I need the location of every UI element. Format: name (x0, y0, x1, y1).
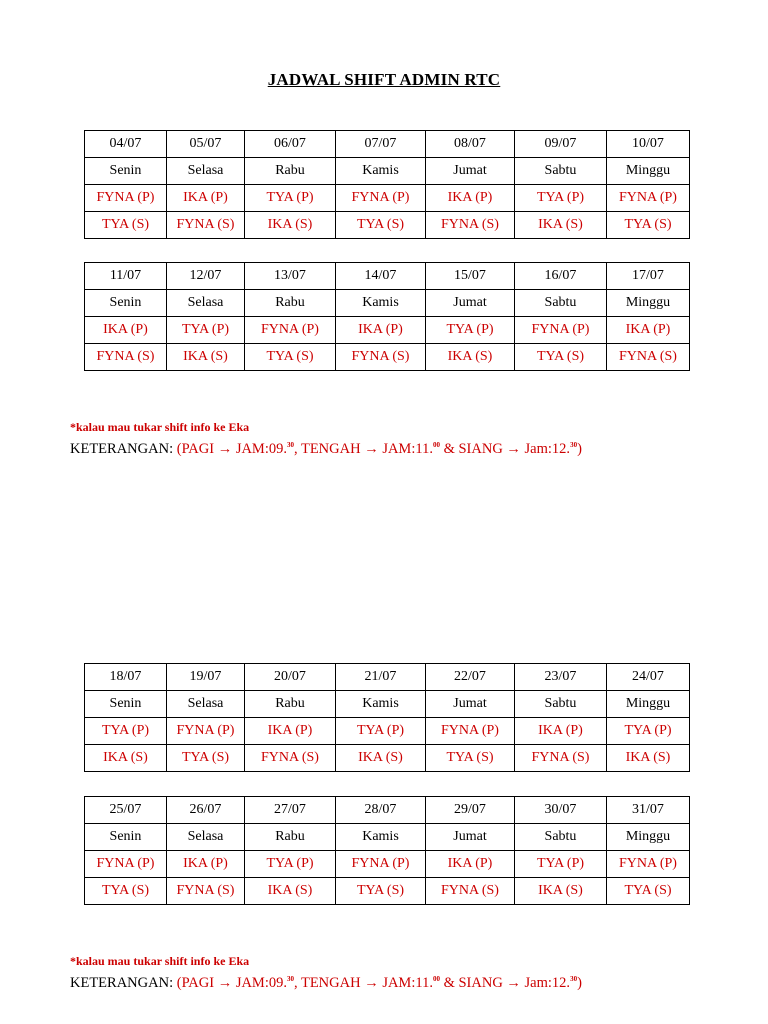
pagi-shift-cell: FYNA (P) (85, 185, 167, 212)
keterangan-line (70, 441, 582, 458)
siang-row (85, 344, 690, 371)
siang-shift-cell: IKA (S) (167, 344, 245, 371)
day-cell: Minggu (607, 824, 690, 851)
day-cell: Minggu (607, 691, 690, 718)
day-cell: Jumat (426, 290, 515, 317)
siang-row (85, 212, 690, 239)
schedule-table-week-4 (84, 796, 690, 905)
date-cell: 20/07 (245, 664, 336, 691)
day-cell: Selasa (167, 290, 245, 317)
siang-shift-cell: TYA (S) (85, 212, 167, 239)
date-cell: 19/07 (167, 664, 245, 691)
date-cell: 24/07 (607, 664, 690, 691)
days-row (85, 691, 690, 718)
date-cell: 30/07 (515, 797, 607, 824)
pagi-shift-cell: IKA (P) (607, 317, 690, 344)
day-cell: Rabu (245, 158, 336, 185)
pagi-shift-cell: TYA (P) (515, 851, 607, 878)
swap-shift-note: *kalau mau tukar shift info ke Eka (70, 954, 250, 968)
date-cell: 15/07 (426, 263, 515, 290)
pagi-row (85, 185, 690, 212)
date-cell: 27/07 (245, 797, 336, 824)
pagi-shift-cell: FYNA (P) (336, 185, 426, 212)
pagi-shift-cell: IKA (P) (167, 185, 245, 212)
date-cell: 05/07 (167, 131, 245, 158)
day-cell: Jumat (426, 824, 515, 851)
schedule-table-week-3 (84, 663, 690, 772)
pagi-shift-cell: TYA (P) (167, 317, 245, 344)
date-cell: 17/07 (607, 263, 690, 290)
days-row (85, 290, 690, 317)
date-cell: 18/07 (85, 664, 167, 691)
siang-shift-cell: TYA (S) (607, 878, 690, 905)
siang-shift-cell: FYNA (S) (167, 212, 245, 239)
keterangan-label: KETERANGAN: (70, 441, 177, 457)
day-cell: Minggu (607, 158, 690, 185)
date-cell: 21/07 (336, 664, 426, 691)
siang-shift-cell: FYNA (S) (167, 878, 245, 905)
pagi-shift-cell: IKA (P) (515, 718, 607, 745)
pagi-shift-cell: IKA (P) (85, 317, 167, 344)
day-cell: Rabu (245, 290, 336, 317)
day-cell: Senin (85, 158, 167, 185)
date-cell: 14/07 (336, 263, 426, 290)
pagi-row (85, 851, 690, 878)
date-cell: 04/07 (85, 131, 167, 158)
siang-shift-cell: TYA (S) (515, 344, 607, 371)
pagi-shift-cell: IKA (P) (167, 851, 245, 878)
date-cell: 31/07 (607, 797, 690, 824)
schedule-table-week-1 (84, 130, 690, 239)
siang-shift-cell: IKA (S) (245, 212, 336, 239)
siang-shift-cell: IKA (S) (426, 344, 515, 371)
day-cell: Kamis (336, 290, 426, 317)
pagi-shift-cell: TYA (P) (245, 185, 336, 212)
date-cell: 09/07 (515, 131, 607, 158)
date-cell: 23/07 (515, 664, 607, 691)
day-cell: Jumat (426, 691, 515, 718)
date-cell: 13/07 (245, 263, 336, 290)
pagi-shift-cell: TYA (P) (515, 185, 607, 212)
day-cell: Senin (85, 824, 167, 851)
date-cell: 22/07 (426, 664, 515, 691)
dates-row (85, 664, 690, 691)
days-row (85, 824, 690, 851)
day-cell: Minggu (607, 290, 690, 317)
date-cell: 07/07 (336, 131, 426, 158)
pagi-shift-cell: FYNA (P) (426, 718, 515, 745)
date-cell: 06/07 (245, 131, 336, 158)
schedule-table-week-2 (84, 262, 690, 371)
pagi-shift-cell: TYA (P) (426, 317, 515, 344)
date-cell: 10/07 (607, 131, 690, 158)
pagi-shift-cell: FYNA (P) (245, 317, 336, 344)
siang-shift-cell: IKA (S) (515, 878, 607, 905)
dates-row (85, 263, 690, 290)
days-row (85, 158, 690, 185)
pagi-row (85, 317, 690, 344)
siang-shift-cell: FYNA (S) (245, 745, 336, 772)
siang-shift-cell: FYNA (S) (85, 344, 167, 371)
pagi-shift-cell: FYNA (P) (607, 851, 690, 878)
siang-shift-cell: TYA (S) (85, 878, 167, 905)
siang-shift-cell: IKA (S) (515, 212, 607, 239)
siang-shift-cell: IKA (S) (607, 745, 690, 772)
siang-shift-cell: FYNA (S) (515, 745, 607, 772)
keterangan-label: KETERANGAN: (70, 975, 177, 991)
pagi-shift-cell: TYA (P) (607, 718, 690, 745)
pagi-shift-cell: FYNA (P) (607, 185, 690, 212)
keterangan-line (70, 975, 582, 992)
pagi-shift-cell: FYNA (P) (336, 851, 426, 878)
day-cell: Senin (85, 691, 167, 718)
siang-row (85, 745, 690, 772)
siang-shift-cell: TYA (S) (245, 344, 336, 371)
day-cell: Sabtu (515, 290, 607, 317)
dates-row (85, 131, 690, 158)
siang-shift-cell: TYA (S) (167, 745, 245, 772)
siang-shift-cell: IKA (S) (245, 878, 336, 905)
day-cell: Rabu (245, 691, 336, 718)
pagi-shift-cell: IKA (P) (426, 185, 515, 212)
pagi-shift-cell: IKA (P) (245, 718, 336, 745)
day-cell: Selasa (167, 824, 245, 851)
date-cell: 25/07 (85, 797, 167, 824)
day-cell: Rabu (245, 824, 336, 851)
siang-shift-cell: TYA (S) (336, 212, 426, 239)
pagi-shift-cell: IKA (P) (336, 317, 426, 344)
siang-shift-cell: FYNA (S) (426, 878, 515, 905)
day-cell: Senin (85, 290, 167, 317)
day-cell: Kamis (336, 691, 426, 718)
pagi-shift-cell: TYA (P) (336, 718, 426, 745)
day-cell: Sabtu (515, 824, 607, 851)
date-cell: 28/07 (336, 797, 426, 824)
dates-row (85, 797, 690, 824)
siang-shift-cell: TYA (S) (336, 878, 426, 905)
siang-shift-cell: FYNA (S) (426, 212, 515, 239)
siang-shift-cell: IKA (S) (85, 745, 167, 772)
day-cell: Kamis (336, 158, 426, 185)
pagi-shift-cell: IKA (P) (426, 851, 515, 878)
day-cell: Sabtu (515, 158, 607, 185)
swap-shift-note: *kalau mau tukar shift info ke Eka (70, 420, 250, 434)
pagi-shift-cell: TYA (P) (245, 851, 336, 878)
day-cell: Jumat (426, 158, 515, 185)
page-title: JADWAL SHIFT ADMIN RTC (267, 70, 501, 89)
siang-row (85, 878, 690, 905)
date-cell: 29/07 (426, 797, 515, 824)
day-cell: Kamis (336, 824, 426, 851)
siang-shift-cell: FYNA (S) (336, 344, 426, 371)
siang-shift-cell: FYNA (S) (607, 344, 690, 371)
pagi-shift-cell: FYNA (P) (85, 851, 167, 878)
pagi-shift-cell: FYNA (P) (515, 317, 607, 344)
day-cell: Sabtu (515, 691, 607, 718)
siang-shift-cell: IKA (S) (336, 745, 426, 772)
keterangan-times: (PAGI → JAM:09.30, TENGAH → JAM:11.00 & SIANG → Jam:12.30) (176, 975, 582, 991)
pagi-shift-cell: FYNA (P) (167, 718, 245, 745)
date-cell: 11/07 (85, 263, 167, 290)
day-cell: Selasa (167, 691, 245, 718)
date-cell: 16/07 (515, 263, 607, 290)
keterangan-times: (PAGI → JAM:09.30, TENGAH → JAM:11.00 & SIANG → Jam:12.30) (176, 441, 582, 457)
pagi-row (85, 718, 690, 745)
date-cell: 08/07 (426, 131, 515, 158)
day-cell: Selasa (167, 158, 245, 185)
date-cell: 12/07 (167, 263, 245, 290)
date-cell: 26/07 (167, 797, 245, 824)
siang-shift-cell: TYA (S) (426, 745, 515, 772)
siang-shift-cell: TYA (S) (607, 212, 690, 239)
pagi-shift-cell: TYA (P) (85, 718, 167, 745)
